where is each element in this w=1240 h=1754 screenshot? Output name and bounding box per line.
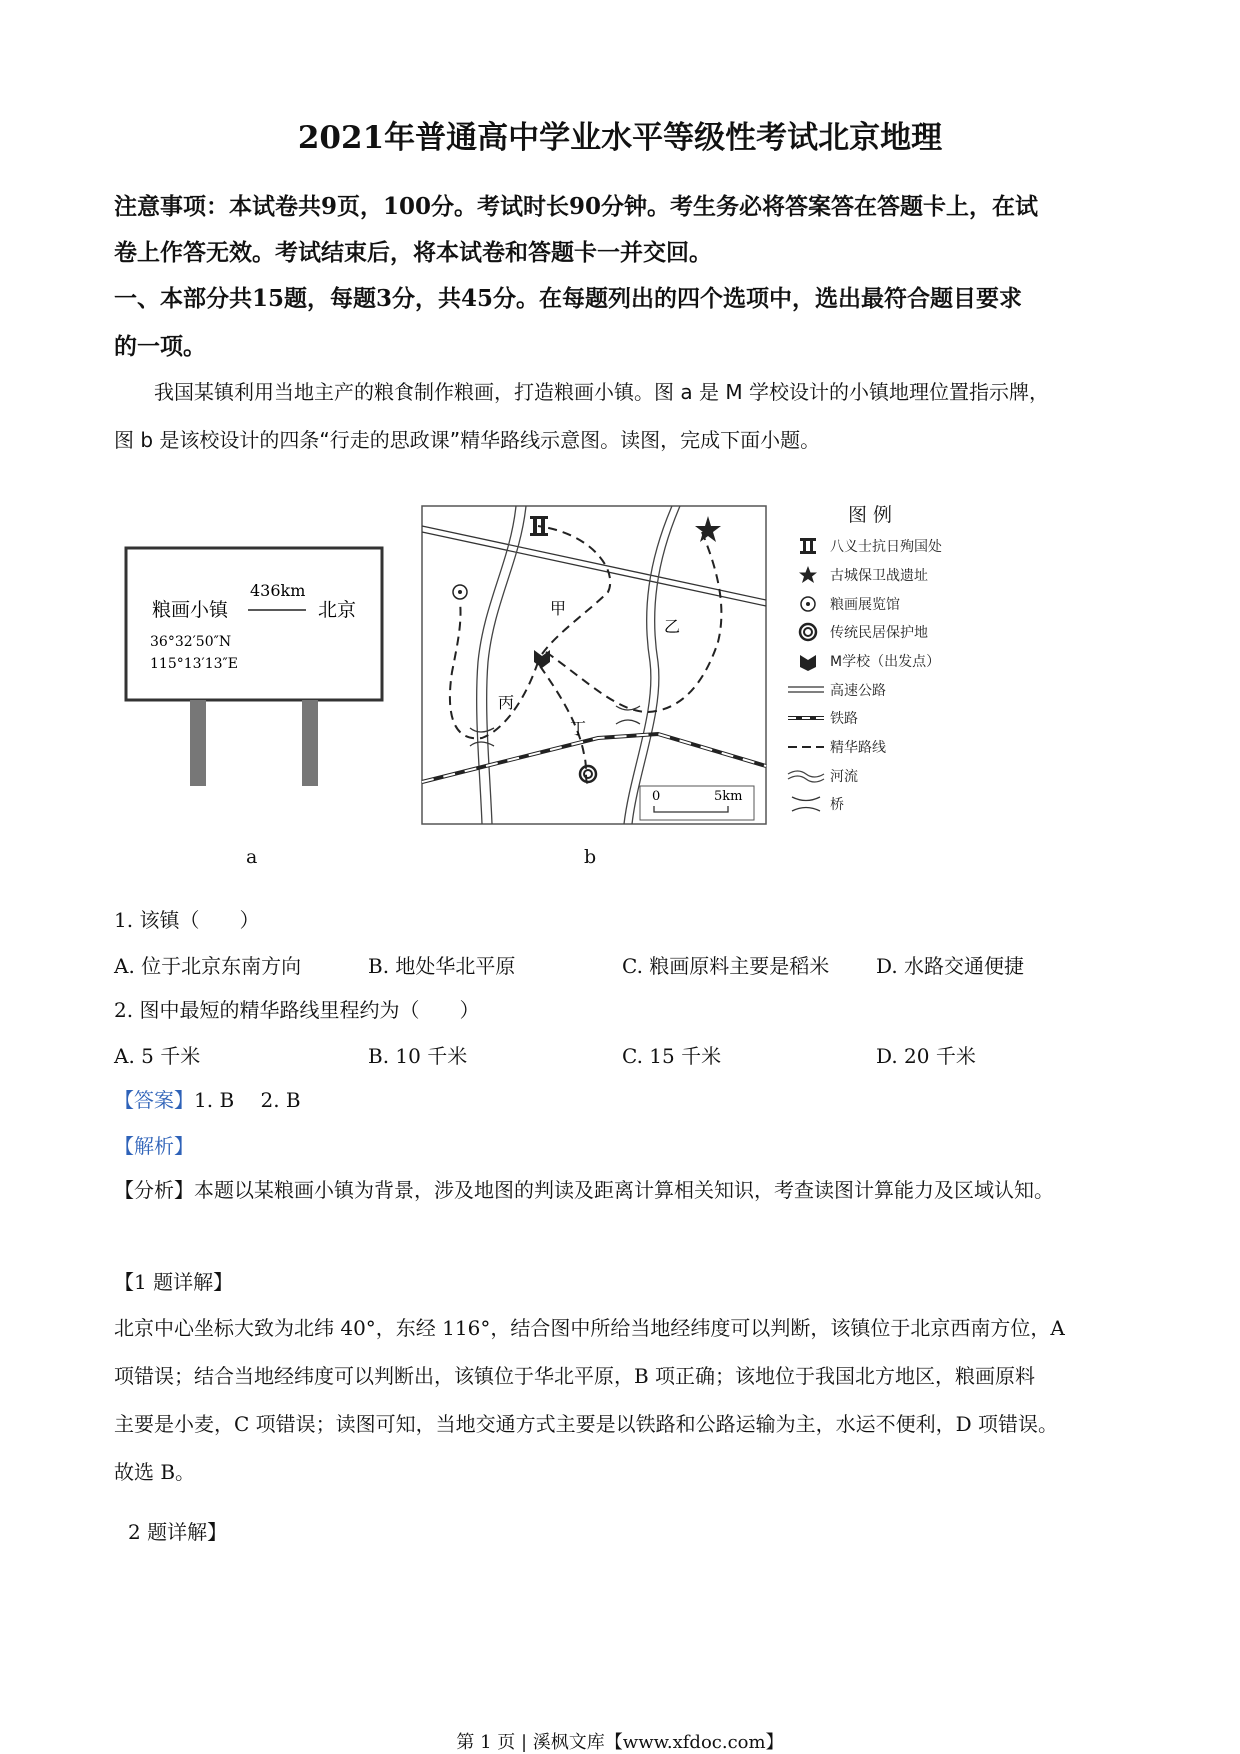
- detail2-heading: 2 题详解】: [128, 1520, 228, 1544]
- q2-option-a: A. 5 千米: [114, 1044, 201, 1068]
- notice-line-1: 注意事项：本试卷共9页，100分。考试时长90分钟。考生务必将答案答在答题卡上，在试: [114, 193, 1039, 220]
- q1-option-a: A. 位于北京东南方向: [114, 954, 302, 978]
- page-title: 2021年普通高中学业水平等级性考试北京地理: [297, 120, 943, 156]
- legend-label-river: 河流: [830, 769, 858, 785]
- label-bing: 丙: [498, 693, 515, 712]
- legend-label-route: 精华路线: [830, 740, 886, 756]
- legend-label-highway: 高速公路: [830, 683, 886, 699]
- figure-a-caption: a: [246, 846, 258, 868]
- sign-post-left: [190, 700, 206, 786]
- legend-label-railway: 铁路: [830, 711, 858, 727]
- city-name: 北京: [318, 599, 357, 621]
- legend-label-memorial: 八义士抗日殉国处: [830, 539, 942, 555]
- sign-panel: [126, 548, 382, 700]
- legend-title: 图 例: [848, 504, 893, 526]
- answer-label: 【答案】: [114, 1088, 194, 1112]
- section-line-2: 的一项。: [114, 333, 206, 360]
- bridge-icon: [786, 794, 826, 814]
- river-icon: [786, 766, 826, 786]
- q2-option-d: D. 20 千米: [876, 1044, 976, 1068]
- scale-five: 5km: [714, 789, 743, 804]
- detail1-line-3: 主要是小麦，C 项错误；读图可知，当地交通方式主要是以铁路和公路运输为主，水运不便利，D 项错误。: [114, 1412, 1059, 1436]
- detail1-line-2: 项错误；结合当地经纬度可以判断出，该镇位于华北平原，B 项正确；该地位于我国北方地区，粮画原料: [114, 1364, 1036, 1388]
- q1-option-d: D. 水路交通便捷: [876, 954, 1025, 978]
- legend-label-battle: 古城保卫战遗址: [830, 568, 928, 584]
- detail1-line-1: 北京中心坐标大致为北纬 40°，东经 116°，结合图中所给当地经纬度可以判断，该镇位于北京西南方位，A: [114, 1316, 1065, 1340]
- legend-label-bridge: 桥: [830, 797, 844, 813]
- detail1-heading: 【1 题详解】: [114, 1270, 234, 1294]
- route-icon: [786, 737, 826, 757]
- scale-zero: 0: [652, 789, 661, 804]
- sign-post-right: [302, 700, 318, 786]
- longitude-text: 115°13′13″E: [150, 656, 238, 672]
- q1-stem: 1. 该镇（ ）: [114, 908, 260, 932]
- label-jia: 甲: [550, 599, 567, 618]
- map-frame: [422, 506, 766, 824]
- highway-icon: [786, 680, 826, 700]
- figure-b-map: [418, 502, 770, 832]
- star-icon: [794, 565, 824, 585]
- railway-icon: [786, 708, 826, 728]
- q2-stem: 2. 图中最短的精华路线里程约为（ ）: [114, 998, 480, 1022]
- answer-line: [114, 1084, 301, 1113]
- distance-text: 436km: [250, 581, 306, 600]
- q1-option-b: B. 地处华北平原: [368, 954, 516, 978]
- town-name: 粮画小镇: [152, 599, 229, 621]
- memorial-icon: [794, 536, 824, 556]
- legend-label-exhibition: 粮画展览馆: [830, 597, 900, 613]
- q1-option-c: C. 粮画原料主要是稻米: [622, 954, 830, 978]
- fenxi-text: 【分析】本题以某粮画小镇为背景，涉及地图的判读及距离计算相关知识，考查读图计算能力及区域认知。: [114, 1178, 1054, 1202]
- section-line-1: 一、本部分共15题，每题3分，共45分。在每题列出的四个选项中，选出最符合题目要求: [114, 285, 1023, 312]
- legend-label-dwelling: 传统民居保护地: [830, 625, 928, 641]
- detail1-line-4: 故选 B。: [114, 1460, 196, 1484]
- q2-option-c: C. 15 千米: [622, 1044, 722, 1068]
- figure-a-signboard: [120, 540, 400, 790]
- label-ding: 丁: [570, 719, 587, 738]
- intro-line-2: 图 b 是该校设计的四条“行走的思政课”精华路线示意图。读图，完成下面小题。: [114, 428, 821, 452]
- legend-label-school: M学校（出发点）: [830, 654, 941, 670]
- dot-circle-icon: [794, 594, 824, 614]
- intro-line-1: 我国某镇利用当地主产的粮食制作粮画，打造粮画小镇。图 a 是 M 学校设计的小镇地理位置指示牌，: [154, 380, 1049, 404]
- label-yi: 乙: [664, 617, 681, 636]
- book-icon: [794, 651, 824, 671]
- q2-option-b: B. 10 千米: [368, 1044, 468, 1068]
- answer-text: 1. B 2. B: [194, 1088, 301, 1112]
- notice-line-2: 卷上作答无效。考试结束后，将本试卷和答题卡一并交回。: [114, 239, 712, 266]
- latitude-text: 36°32′50″N: [150, 634, 232, 650]
- double-circle-icon: [794, 622, 824, 642]
- analysis-label: 【解析】: [114, 1134, 194, 1158]
- legend: [786, 500, 986, 830]
- page-footer: 第 1 页 | 溪枫文库【www.xfdoc.com】: [456, 1732, 784, 1753]
- figure-b-caption: b: [584, 846, 597, 868]
